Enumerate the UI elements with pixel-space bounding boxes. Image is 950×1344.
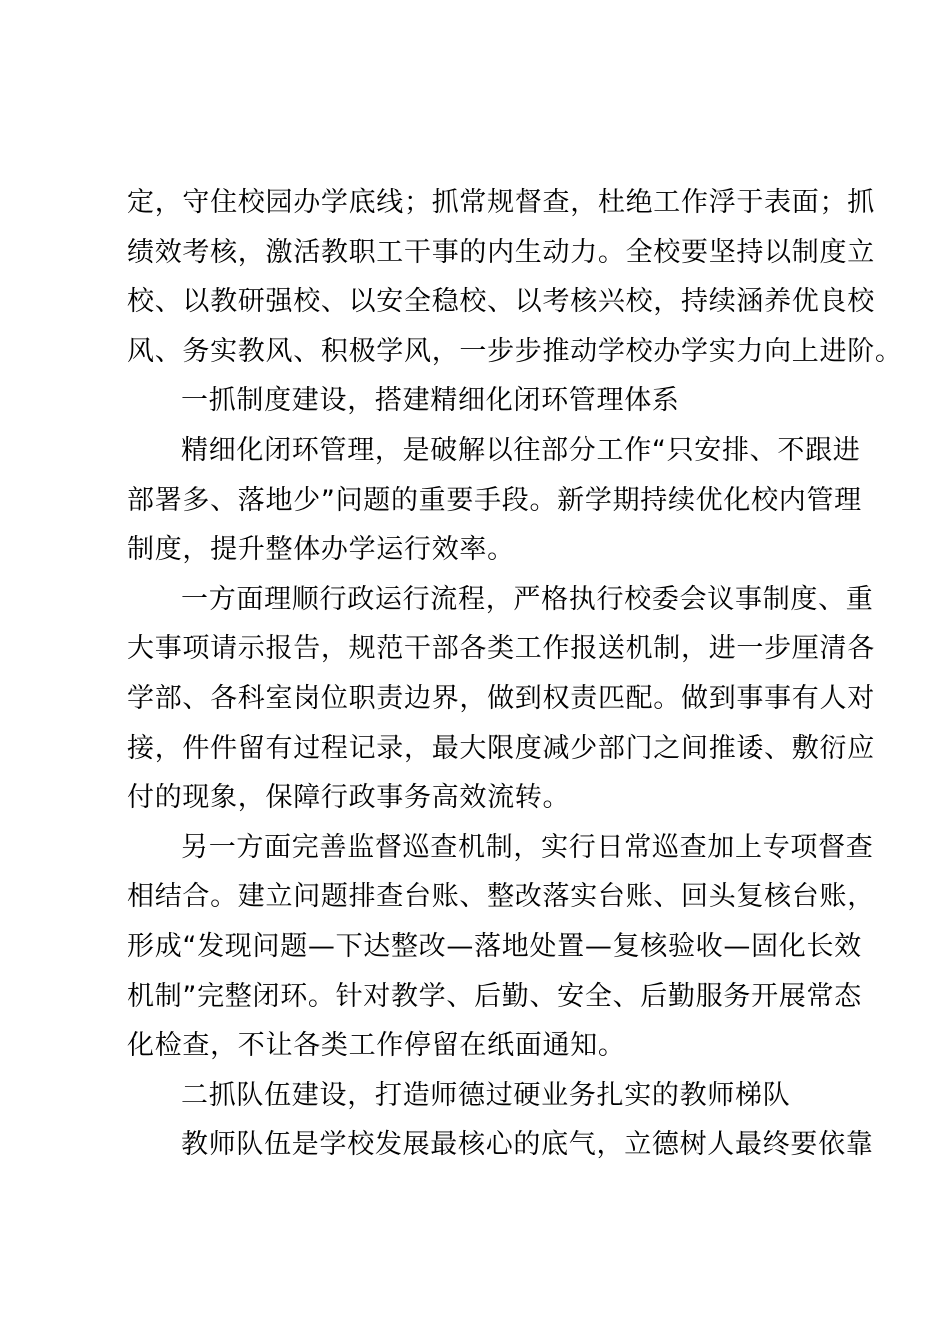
text-line: 另一方面完善监督巡查机制，实行日常巡查加上专项督查 bbox=[181, 831, 874, 863]
text-line: 定，守住校园办学底线；抓常规督查，杜绝工作浮于表面；抓 bbox=[127, 187, 875, 218]
section-heading: 一抓制度建设，搭建精细化闭环管理体系 bbox=[181, 385, 680, 417]
text-line: 化检查，不让各类工作停留在纸面通知。 bbox=[127, 1030, 626, 1062]
text-line: 付的现象，保障行政事务高效流转。 bbox=[127, 782, 571, 814]
section-heading: 二抓队伍建设，打造师德过硬业务扎实的教师梯队 bbox=[181, 1079, 791, 1111]
text-line: 相结合。建立问题排查台账、整改落实台账、回头复核台账， bbox=[127, 881, 875, 913]
text-line: 大事项请示报告，规范干部各类工作报送机制，进一步厘清各 bbox=[127, 633, 875, 665]
text-line: 校、以教研强校、以安全稳校、以考核兴校，持续涵养优良校 bbox=[127, 286, 875, 318]
text-line: 学部、各科室岗位职责边界，做到权责匹配。做到事事有人对 bbox=[127, 682, 875, 714]
text-line: 绩效考核，激活教职工干事的内生动力。全校要坚持以制度立 bbox=[127, 236, 875, 268]
text-line: 一方面理顺行政运行流程，严格执行校委会议事制度、重 bbox=[181, 583, 874, 615]
text-line: 形成“发现问题—下达整改—落地处置—复核验收—固化长效 bbox=[127, 930, 862, 962]
text-line: 精细化闭环管理，是破解以往部分工作“只安排、不跟进 bbox=[181, 434, 861, 466]
text-line: 机制”完整闭环。针对教学、后勤、安全、后勤服务开展常态 bbox=[127, 980, 862, 1012]
text-line: 风、务实教风、积极学风，一步步推动学校办学实力向上进阶。 bbox=[127, 335, 903, 367]
text-line: 接，件件留有过程记录，最大限度减少部门之间推诿、敷衍应 bbox=[127, 732, 875, 764]
document-body bbox=[127, 178, 903, 1170]
text-line: 制度，提升整体办学运行效率。 bbox=[127, 534, 515, 566]
text-line: 部署多、落地少”问题的重要手段。新学期持续优化校内管理 bbox=[127, 484, 862, 516]
text-line: 教师队伍是学校发展最核心的底气，立德树人最终要依靠 bbox=[181, 1129, 874, 1161]
